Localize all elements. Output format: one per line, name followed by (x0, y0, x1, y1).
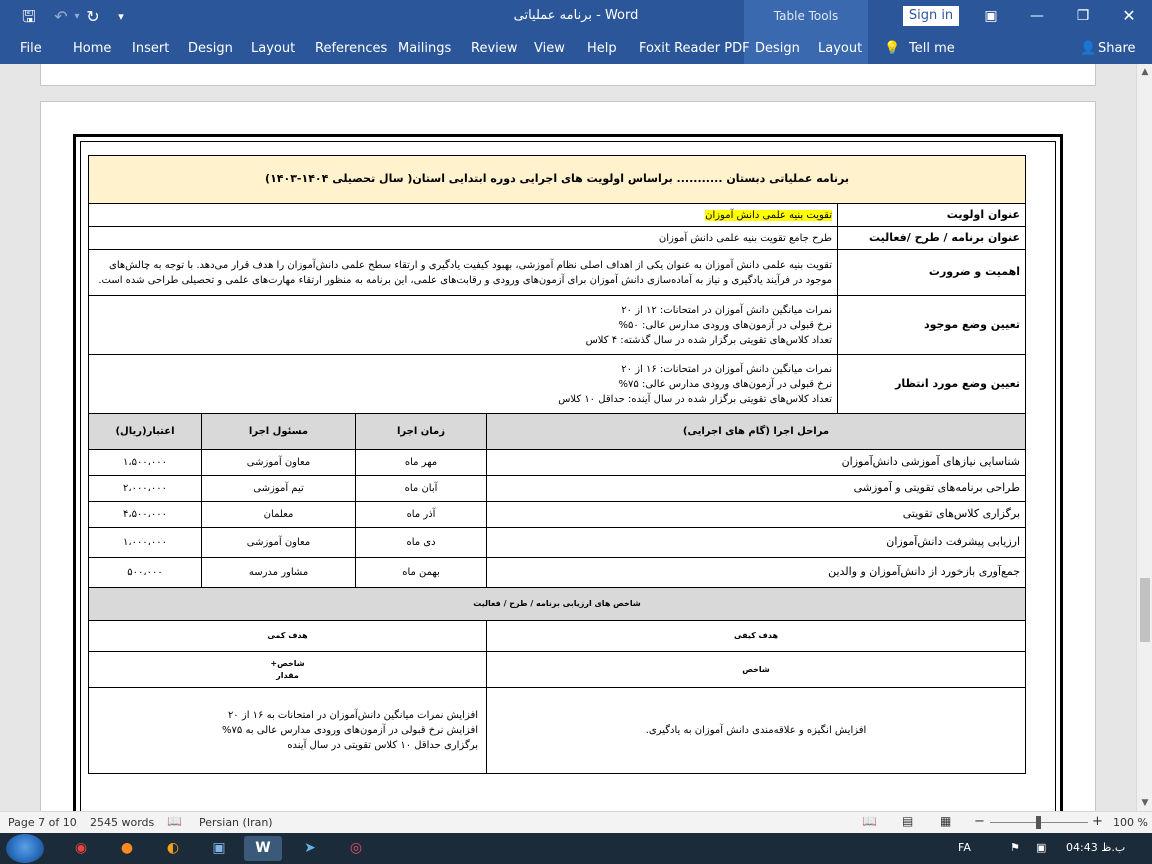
importance-value[interactable]: تقویت بنیه علمی دانش آموزان به عنوان یکی از اهداف اصلی نظام آموزشی، بهبود کیفیت یادگیری و ارتقاء سطح علمی دانش‌آموزان را هدف قرار می‌دهد. با توجه به چالش‌های موجود در فرآیند یادگیری و نیاز به آماده‌سازی دانش آموزان برای آزمون‌های ورودی و رقابت‌های علمی، این برنامه به منظور ارتقاء مهارت‌های علمی و تحصیلی طراحی شده است. (89, 250, 838, 296)
tab-help[interactable]: Help (587, 41, 617, 56)
table-row[interactable] (89, 558, 1026, 588)
tab-table-layout[interactable]: Layout (818, 41, 863, 56)
table-row[interactable] (89, 528, 1026, 558)
tell-me-box[interactable]: Tell me (909, 41, 955, 56)
indicator-plus-label: شاخص+ (270, 658, 305, 668)
time-cell[interactable]: بهمن ماه (356, 558, 487, 588)
budget-cell[interactable]: ۲،۰۰۰،۰۰۰ (89, 476, 202, 502)
paint-app-icon[interactable]: ◐ (166, 840, 180, 856)
step-cell[interactable]: برگزاری کلاس‌های تقویتی (487, 502, 1026, 528)
print-layout-icon[interactable]: ▤ (902, 814, 914, 828)
responsible-cell[interactable]: مشاور مدرسه (202, 558, 356, 588)
window-title: برنامه عملیاتی - Word (513, 8, 639, 23)
time-header: زمان اجرا (356, 414, 487, 450)
scroll-down-icon[interactable]: ▼ (1141, 798, 1149, 808)
language-indicator[interactable]: Persian (Iran) (199, 816, 273, 829)
zoom-level[interactable]: 100 % (1113, 816, 1148, 829)
word-count[interactable]: 2545 words (90, 816, 155, 829)
zoom-slider-thumb[interactable] (1036, 816, 1041, 829)
tab-layout[interactable]: Layout (251, 41, 296, 56)
scroll-up-icon[interactable]: ▲ (1141, 67, 1149, 77)
proofing-icon[interactable]: 📖 (167, 814, 182, 828)
operational-plan-table[interactable] (88, 155, 1026, 774)
table-row[interactable] (89, 450, 1026, 476)
indicator-label: شاخص (487, 652, 1026, 688)
steps-header: مراحل اجرا (گام های اجرایی) (487, 414, 1026, 450)
tab-insert[interactable]: Insert (132, 41, 170, 56)
expected-status-line: نرخ قبولی در آزمون‌های ورودی مدارس عالی: ۷۵% (618, 378, 833, 390)
sign-in-button[interactable]: Sign in (903, 6, 959, 26)
responsible-header: مسئول اجرا (202, 414, 356, 450)
current-status-label: تعیین وضع موجود (838, 296, 1026, 355)
budget-header: اعتبار(ریال) (89, 414, 202, 450)
time-cell[interactable]: دی ماه (356, 528, 487, 558)
budget-cell[interactable]: ۵۰۰،۰۰۰ (89, 558, 202, 588)
amount-label: مقدار (276, 670, 299, 680)
priority-title-value[interactable] (89, 204, 838, 227)
current-status-line: تعداد کلاس‌های تقویتی برگزار شده در سال گذشته: ۴ کلاس (585, 334, 833, 346)
read-mode-icon[interactable]: 📖 (862, 814, 877, 828)
tab-mailings[interactable]: Mailings (398, 41, 452, 56)
share-button[interactable]: Share (1098, 41, 1136, 56)
table-row[interactable] (89, 476, 1026, 502)
input-language[interactable]: FA (958, 841, 971, 854)
responsible-cell[interactable]: معلمان (202, 502, 356, 528)
qualitative-goal-header: هدف کیفی (487, 621, 1026, 652)
importance-label: اهمیت و ضرورت (838, 250, 1026, 296)
tab-home[interactable]: Home (73, 41, 112, 56)
file-explorer-icon[interactable]: ▣ (212, 840, 226, 856)
share-person-icon: 👤 (1080, 41, 1097, 56)
status-bar (0, 811, 1152, 833)
save-icon[interactable]: 🖫 (22, 7, 36, 26)
budget-cell[interactable]: ۴،۵۰۰،۰۰۰ (89, 502, 202, 528)
undo-dropdown-icon[interactable]: ▾ (74, 11, 80, 22)
step-cell[interactable]: جمع‌آوری بازخورد از دانش‌آموزان و والدین (487, 558, 1026, 588)
step-cell[interactable]: طراحی برنامه‌های تقویتی و آموزشی (487, 476, 1026, 502)
budget-cell[interactable]: ۱،۰۰۰،۰۰۰ (89, 528, 202, 558)
expected-status-value[interactable] (89, 355, 838, 414)
qualitative-goal-text[interactable]: افزایش انگیزه و علاقه‌مندی دانش آموزان به یادگیری. (487, 688, 1026, 774)
budget-cell[interactable]: ۱،۵۰۰،۰۰۰ (89, 450, 202, 476)
current-status-line: نرخ قبولی در آزمون‌های ورودی مدارس عالی: ۵۰% (618, 319, 833, 331)
word-icon[interactable]: W (244, 836, 282, 861)
indicators-title: شاخص های ارزیابی برنامه / طرح / فعالیت (89, 588, 1026, 621)
vertical-scrollbar[interactable] (1136, 64, 1152, 811)
quantitative-goal-line: افزایش نمرات میانگین دانش‌آموزان در امتحانات به ۱۶ از ۲۰ (227, 710, 479, 721)
responsible-cell[interactable]: تیم آموزشی (202, 476, 356, 502)
redo-icon[interactable]: ↻ (86, 7, 100, 26)
step-cell[interactable]: ارزیابی پیشرفت دانش‌آموزان (487, 528, 1026, 558)
time-cell[interactable]: آبان ماه (356, 476, 487, 502)
clock[interactable]: ب.ظ 04:43 (1066, 841, 1126, 854)
time-cell[interactable]: مهر ماه (356, 450, 487, 476)
quantitative-goal-line: برگزاری حداقل ۱۰ کلاس تقویتی در سال آینده (287, 740, 479, 751)
table-row[interactable] (89, 502, 1026, 528)
customize-quick-access-icon[interactable]: ▾ (118, 10, 124, 23)
app-icon[interactable]: ◎ (349, 840, 363, 856)
quantitative-goal-header: هدف کمی (89, 621, 487, 652)
responsible-cell[interactable]: معاون آموزشی (202, 528, 356, 558)
web-layout-icon[interactable]: ▦ (940, 814, 952, 828)
table-tools-label: Table Tools (773, 9, 839, 23)
current-page[interactable] (40, 101, 1096, 811)
tab-references[interactable]: References (315, 41, 388, 56)
close-button[interactable]: ✕ (1122, 6, 1136, 25)
tab-file[interactable]: File (20, 41, 42, 56)
quantitative-goal-line: افزایش نرخ قبولی در آزمون‌های ورودی مدارس عالی به ۷۵% (222, 725, 479, 736)
tab-foxit-reader-pdf[interactable]: Foxit Reader PDF (639, 41, 750, 56)
responsible-cell[interactable]: معاون آموزشی (202, 450, 356, 476)
current-status-line: نمرات میانگین دانش آموزان در امتحانات: ۱۲ از ۲۰ (621, 304, 833, 316)
tab-view[interactable]: View (534, 41, 565, 56)
lightbulb-icon: 💡 (884, 41, 901, 56)
quantitative-goal-text[interactable] (89, 688, 487, 774)
page-count[interactable]: Page 7 of 10 (8, 816, 77, 829)
document-area[interactable] (0, 64, 1136, 811)
zoom-out-button[interactable]: − (974, 814, 985, 829)
ribbon-display-options-icon[interactable]: ▣ (984, 8, 998, 24)
previous-page (40, 64, 1096, 86)
current-status-value[interactable] (89, 296, 838, 355)
priority-title-text: تقویت بنیه علمی دانش آموزان (705, 209, 833, 221)
telegram-icon[interactable]: ➤ (304, 840, 316, 856)
program-title-label: عنوان برنامه / طرح /فعالیت (838, 227, 1026, 250)
chrome-icon[interactable]: ◉ (74, 840, 88, 856)
undo-icon[interactable]: ↶ (54, 7, 68, 26)
step-cell[interactable]: شناسایی نیازهای آموزشی دانش‌آموزان (487, 450, 1026, 476)
program-title-value[interactable]: طرح جامع تقویت بنیه علمی دانش آموزان (89, 227, 838, 250)
flag-icon[interactable]: ⚑ (1010, 841, 1020, 854)
network-icon[interactable]: ▣ (1036, 841, 1047, 854)
tab-table-design[interactable]: Design (755, 41, 800, 56)
taskbar (0, 833, 1152, 864)
tab-design[interactable]: Design (188, 41, 233, 56)
expected-status-label: تعیین وضع مورد انتظار (838, 355, 1026, 414)
priority-title-label: عنوان اولویت (838, 204, 1026, 227)
expected-status-line: نمرات میانگین دانش آموزان در امتحانات: ۱۶ از ۲۰ (621, 363, 833, 375)
tab-review[interactable]: Review (471, 41, 518, 56)
zoom-in-button[interactable]: + (1092, 814, 1103, 829)
maximize-button[interactable]: ❐ (1076, 8, 1090, 24)
indicator-amount-cell (89, 652, 487, 688)
title-bar (0, 0, 1152, 33)
start-button[interactable] (6, 834, 44, 863)
firefox-icon[interactable]: ● (120, 840, 134, 856)
minimize-button[interactable]: — (1030, 8, 1044, 24)
expected-status-line: تعداد کلاس‌های تقویتی برگزار شده در سال آینده: حداقل ۱۰ کلاس (558, 393, 833, 405)
ribbon-tabs (0, 33, 1152, 64)
scrollbar-thumb[interactable] (1140, 578, 1150, 642)
time-cell[interactable]: آذر ماه (356, 502, 487, 528)
plan-header-title: برنامه عملیاتی دبستان ........... براساس اولویت های اجرایی دوره ابتدایی استان( سال تحصیلی ۱۴۰۴-۱۴۰۳) (89, 156, 1026, 204)
